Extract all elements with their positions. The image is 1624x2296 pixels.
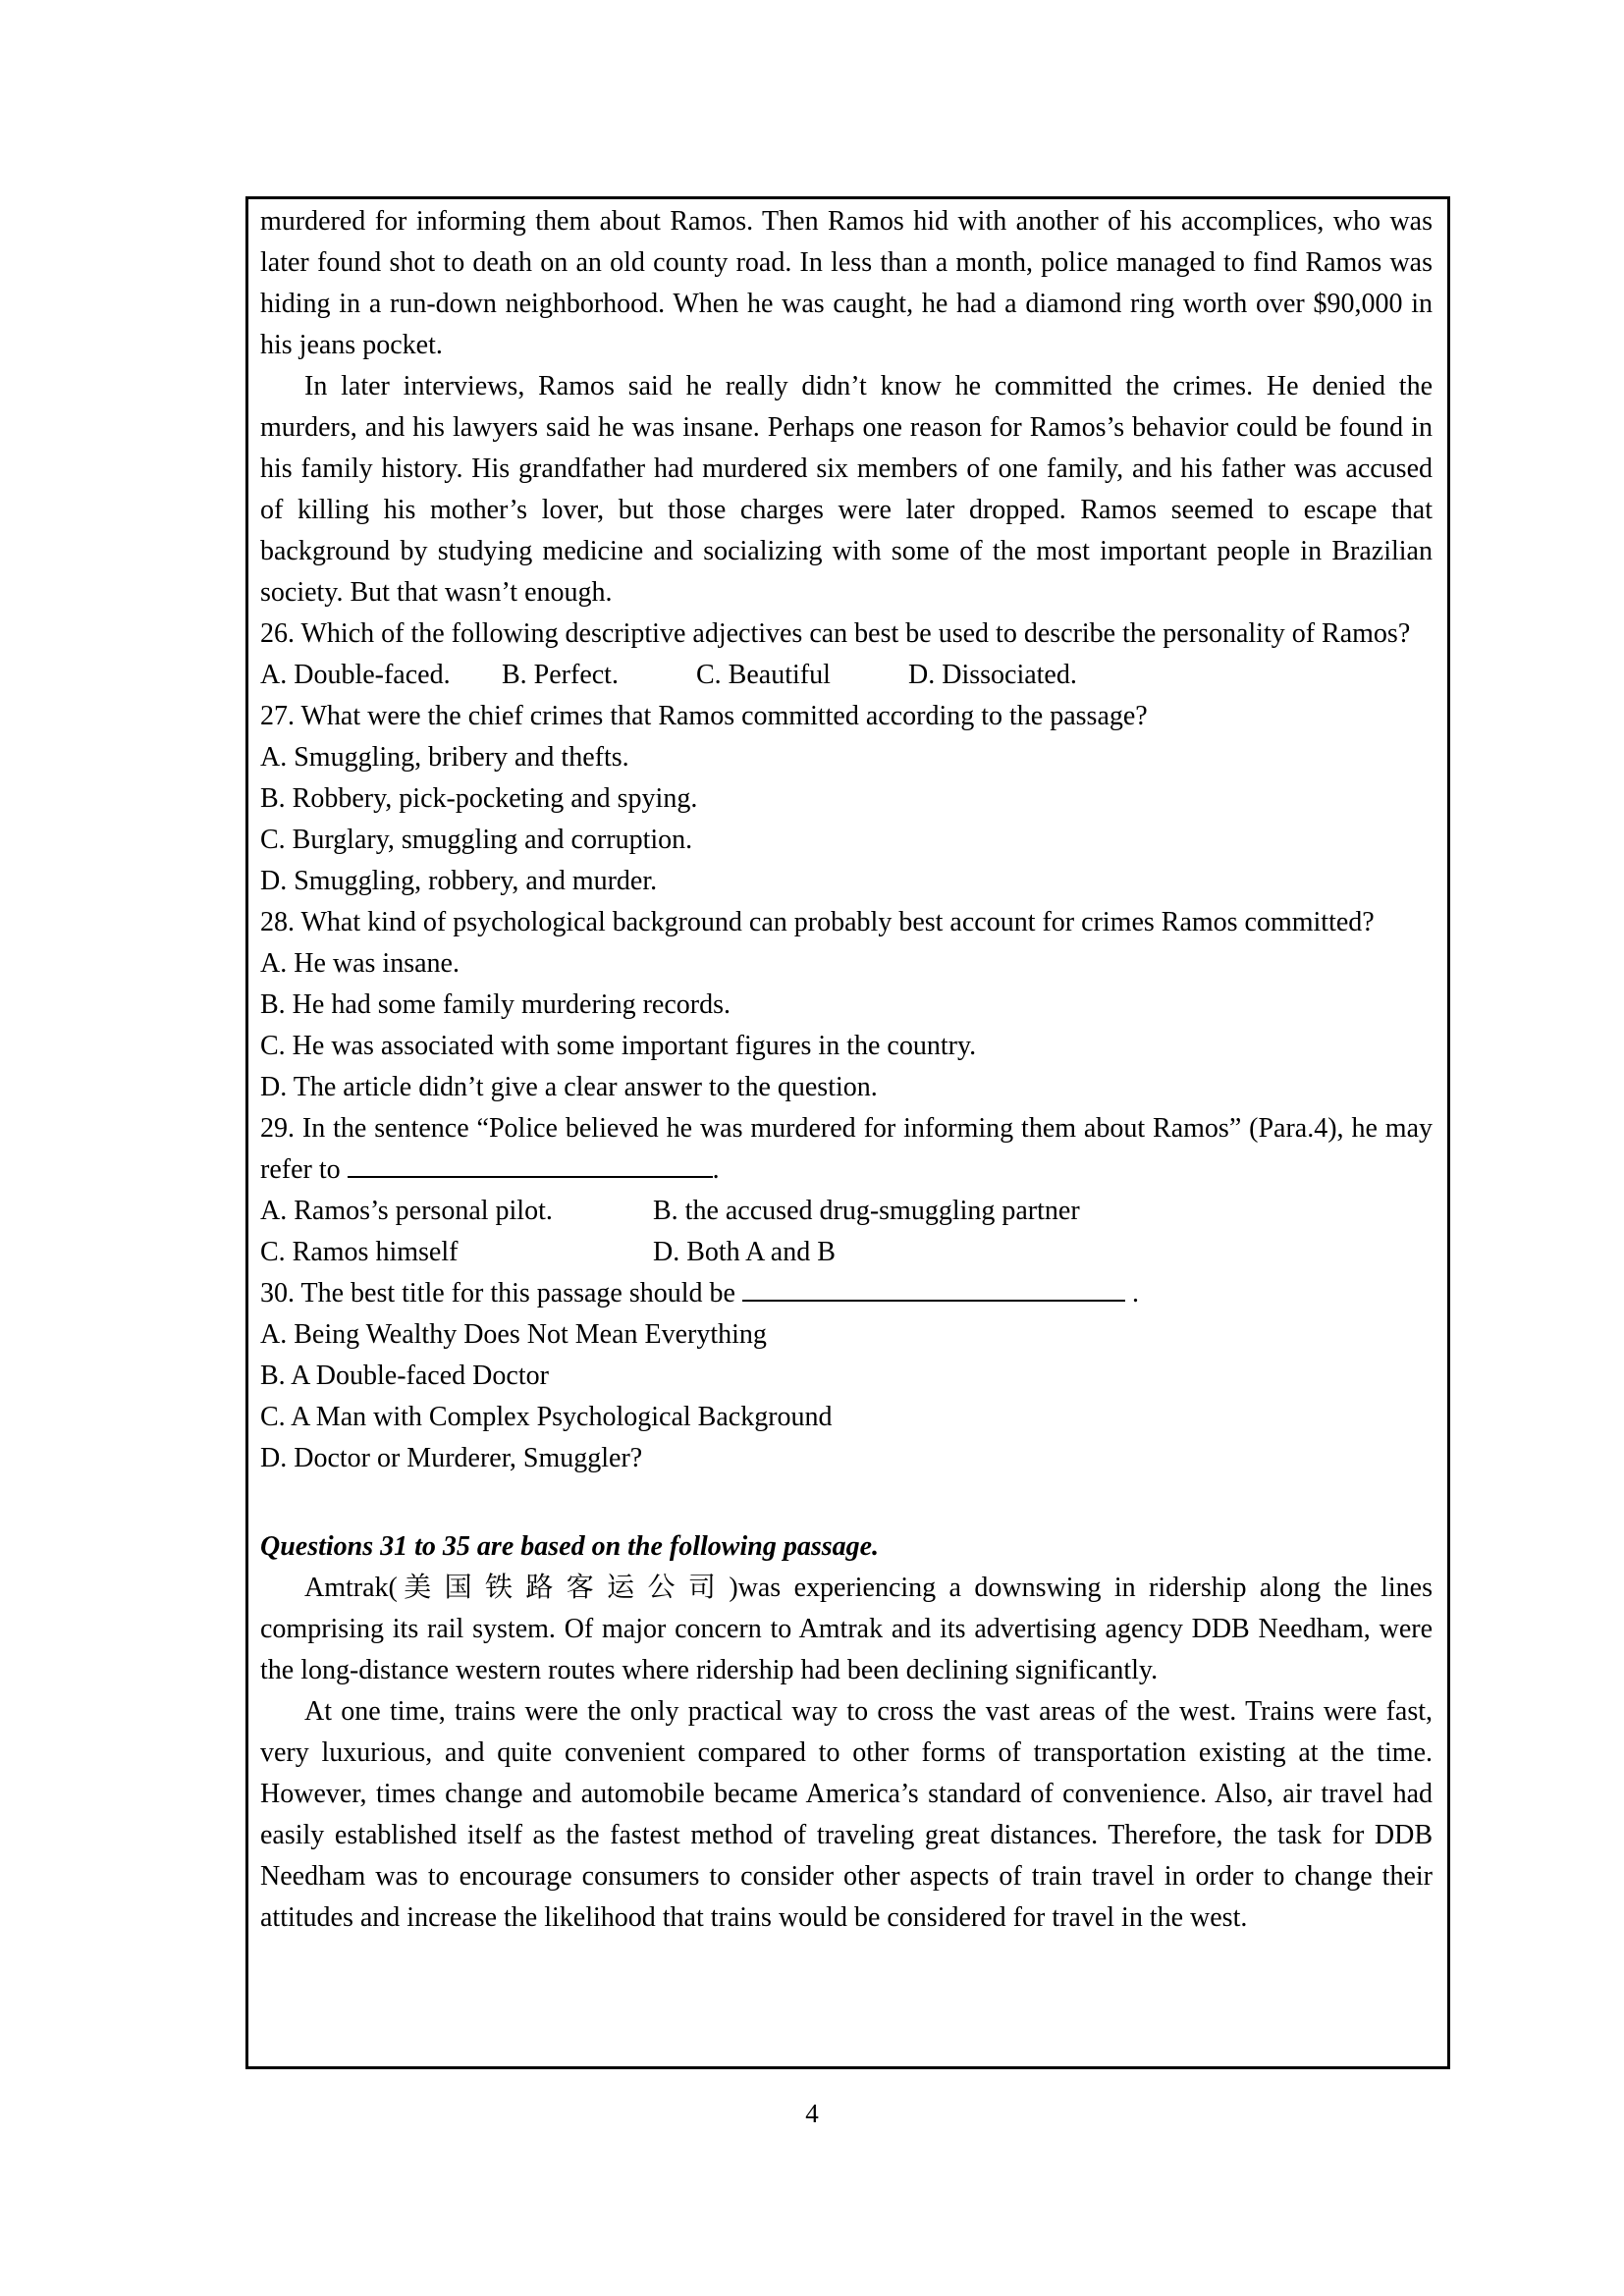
question-27-option-c: C. Burglary, smuggling and corruption. <box>260 825 693 855</box>
fill-in-blank-line <box>348 1172 713 1178</box>
question-30-option-b: B. A Double-faced Doctor <box>260 1361 549 1391</box>
question-28-option-d: D. The article didn’t give a clear answer to the question. <box>260 1072 878 1102</box>
question-29-stem-text: 29. In the sentence “Police believed he was murdered for informing them about Ramos” (Para.4), he may refer to <box>260 1113 1433 1185</box>
passage-paragraph-trains: At one time, trains were the only practical way to cross the vast areas of the west. Trains were fast, very luxurious, and quite convenient compared to other forms of transportation existing at the time. However, times change and automobile became America’s standard of convenience. Also, air travel had easily established itself as the fastest method of traveling great distances. Therefore, the task for DDB Needham was to encourage consumers to consider other aspects of train travel in order to change their attitudes and increase the likelihood that trains would be considered for travel in the west. <box>260 1696 1433 1933</box>
passage-paragraph-amtrak <box>260 1568 1433 1691</box>
question-28-option-b: B. He had some family murdering records. <box>260 989 731 1020</box>
question-26-stem: 26. Which of the following descriptive adjectives can best be used to describe the personality of Ramos? <box>260 618 1411 649</box>
question-30-option-c: C. A Man with Complex Psychological Background <box>260 1402 833 1432</box>
question-29-option-c: C. Ramos himself <box>260 1237 459 1267</box>
passage-paragraph-continuation: murdered for informing them about Ramos. Then Ramos hid with another of his accomplices, who was later found shot to death on an old county road. In less than a month, police managed to find Ramos was hiding in a run-down neighborhood. When he was caught, he had a diamond ring worth over $90,000 in his jeans pocket. <box>260 206 1433 360</box>
question-26-option-c: C. Beautiful <box>696 660 831 690</box>
question-30-option-a: A. Being Wealthy Does Not Mean Everything <box>260 1319 767 1350</box>
question-29-period: . <box>712 1154 720 1185</box>
question-30-stem-text: 30. The best title for this passage should be <box>260 1278 735 1308</box>
amtrak-text-suffix: )was experiencing a downswing in ridership along the lines comprising its rail system. Of major concern to Amtrak and its advertising agency DDB Needham, were the long-distance western routes where ridership had been declining significantly. <box>260 1573 1433 1685</box>
section-31-35-header: Questions 31 to 35 are based on the following passage. <box>260 1531 880 1562</box>
question-30-stem <box>260 1273 1433 1314</box>
question-29-options-row-1 <box>260 1191 1433 1232</box>
question-28-stem: 28. What kind of psychological background can probably best account for crimes Ramos committed? <box>260 907 1375 937</box>
amtrak-text-prefix: Amtrak( <box>304 1573 398 1603</box>
text-frame <box>245 196 1450 2069</box>
question-27-option-d: D. Smuggling, robbery, and murder. <box>260 866 658 896</box>
question-29-option-d: D. Both A and B <box>653 1237 836 1267</box>
question-29-stem <box>260 1108 1433 1191</box>
question-26-option-a: A. Double-faced. <box>260 660 451 690</box>
fill-in-blank-line <box>742 1296 1125 1302</box>
question-26-option-b: B. Perfect. <box>502 660 619 690</box>
question-28-option-c: C. He was associated with some important figures in the country. <box>260 1031 977 1061</box>
question-26-option-d: D. Dissociated. <box>908 660 1077 690</box>
page-number: 4 <box>805 2099 819 2128</box>
amtrak-chinese-name: 美国铁路客运公司 <box>397 1573 730 1603</box>
passage-paragraph-interviews: In later interviews, Ramos said he really didn’t know he committed the crimes. He denied the murders, and his lawyers said he was insane. Perhaps one reason for Ramos’s behavior could be found in his family history. His grandfather had murdered six members of one family, and his father was accused of killing his mother’s lover, but those charges were later dropped. Ramos seemed to escape that background by studying medicine and socializing with some of the most important people in Brazilian society. But that wasn’t enough. <box>260 371 1433 608</box>
section-gap <box>260 1479 1433 1526</box>
question-30-option-d: D. Doctor or Murderer, Smuggler? <box>260 1443 643 1473</box>
question-29-option-a: A. Ramos’s personal pilot. <box>260 1196 553 1226</box>
question-27-option-a: A. Smuggling, bribery and thefts. <box>260 742 629 773</box>
question-28-option-a: A. He was insane. <box>260 948 460 979</box>
question-30-period: . <box>1124 1278 1139 1308</box>
question-27-stem: 27. What were the chief crimes that Ramos committed according to the passage? <box>260 701 1148 731</box>
question-27-option-b: B. Robbery, pick-pocketing and spying. <box>260 783 698 814</box>
question-29-option-b: B. the accused drug-smuggling partner <box>653 1196 1080 1226</box>
question-29-options-row-2 <box>260 1232 1433 1273</box>
question-26-options-row <box>260 655 1433 696</box>
